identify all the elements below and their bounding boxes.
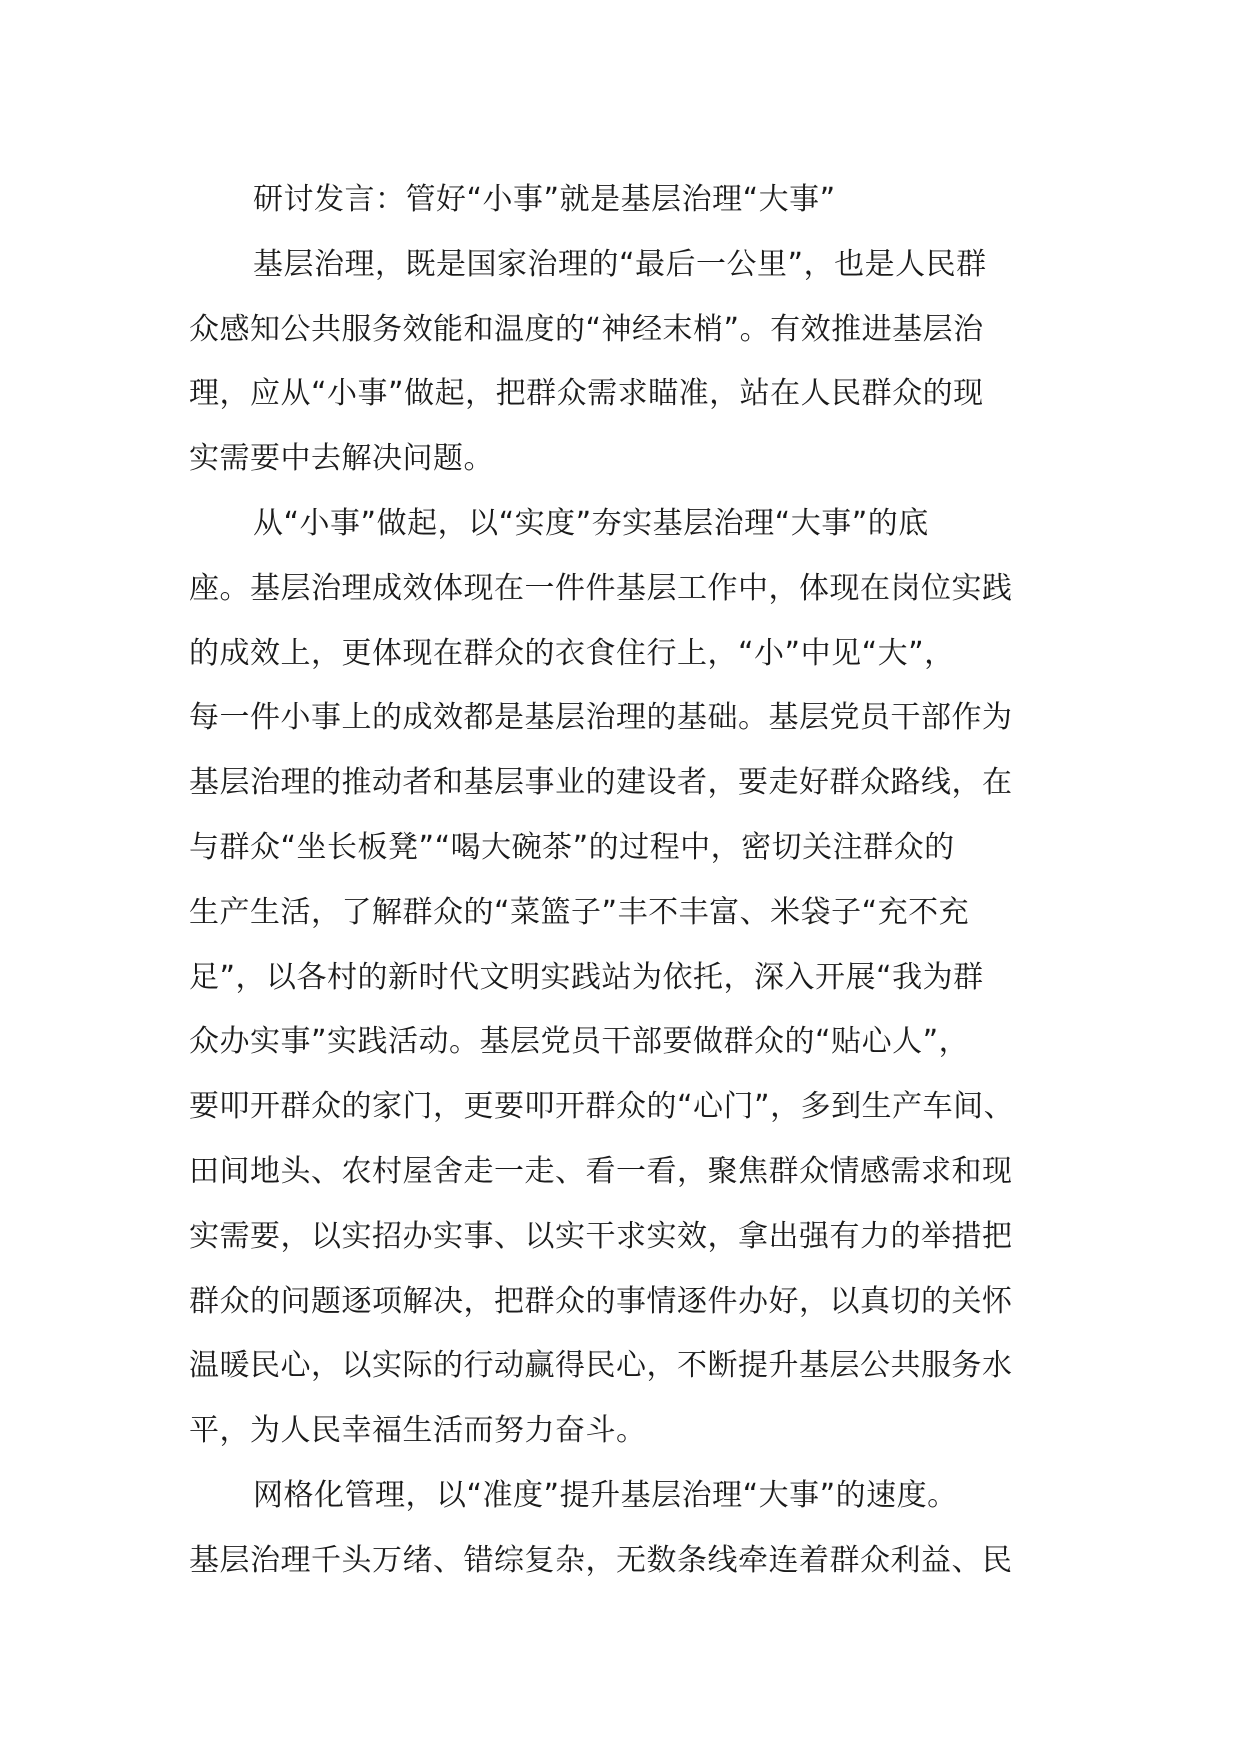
- paragraph-2-line-9: 众办实事”实践活动。基层党员干部要做群众的“贴心人”，: [189, 1024, 970, 1060]
- paragraph-3-line-2: 基层治理千头万绪、错综复杂，无数条线牵连着群众利益、民: [189, 1542, 1013, 1578]
- document-body: [189, 168, 1059, 1594]
- paragraph-2-line-11: 田间地头、农村屋舍走一走、看一看，聚焦群众情感需求和现: [189, 1153, 1013, 1189]
- paragraph-2-line-1: 从“小事”做起，以“实度”夯实基层治理“大事”的底: [253, 505, 929, 541]
- paragraph-2-line-10: 要叩开群众的家门，更要叩开群众的“心门”，多到生产车间、: [189, 1089, 1015, 1125]
- paragraph-2-line-7: 生产生活，了解群众的“菜篮子”丰不丰富、米袋子“充不充: [189, 894, 970, 930]
- paragraph-1-line-2: 众感知公共服务效能和温度的“神经末梢”。有效推进基层治: [189, 311, 984, 347]
- paragraph-1-line-3: 理，应从“小事”做起，把群众需求瞄准，站在人民群众的现: [189, 376, 984, 412]
- paragraph-2-line-13: 群众的问题逐项解决，把群众的事情逐件办好，以真切的关怀: [189, 1283, 1013, 1319]
- document-title: 研讨发言：管好“小事”就是基层治理“大事”: [253, 182, 836, 217]
- paragraph-1-line-1: 基层治理，既是国家治理的“最后一公里”，也是人民群: [253, 246, 987, 282]
- paragraph-2-line-15: 平，为人民幸福生活而努力奋斗。: [189, 1413, 647, 1449]
- paragraph-1-line-4: 实需要中去解决问题。: [189, 441, 494, 477]
- paragraph-3-line-1: 网格化管理，以“准度”提升基层治理“大事”的速度。: [253, 1477, 958, 1513]
- paragraph-2-line-3: 的成效上，更体现在群众的衣食住行上，“小”中见“大”，: [189, 635, 955, 671]
- paragraph-2-line-4: 每一件小事上的成效都是基层治理的基础。基层党员干部作为: [189, 700, 1013, 736]
- paragraph-2-line-2: 座。基层治理成效体现在一件件基层工作中，体现在岗位实践: [189, 570, 1013, 606]
- paragraph-2-line-6: 与群众“坐长板凳”“喝大碗茶”的过程中，密切关注群众的: [189, 829, 955, 865]
- paragraph-2-line-14: 温暖民心，以实际的行动赢得民心，不断提升基层公共服务水: [189, 1348, 1013, 1384]
- paragraph-2-line-8: 足”，以各村的新时代文明实践站为依托，深入开展“我为群: [189, 959, 984, 995]
- paragraph-2-line-12: 实需要，以实招办实事、以实干求实效，拿出强有力的举措把: [189, 1218, 1013, 1254]
- paragraph-2-line-5: 基层治理的推动者和基层事业的建设者，要走好群众路线，在: [189, 765, 1013, 801]
